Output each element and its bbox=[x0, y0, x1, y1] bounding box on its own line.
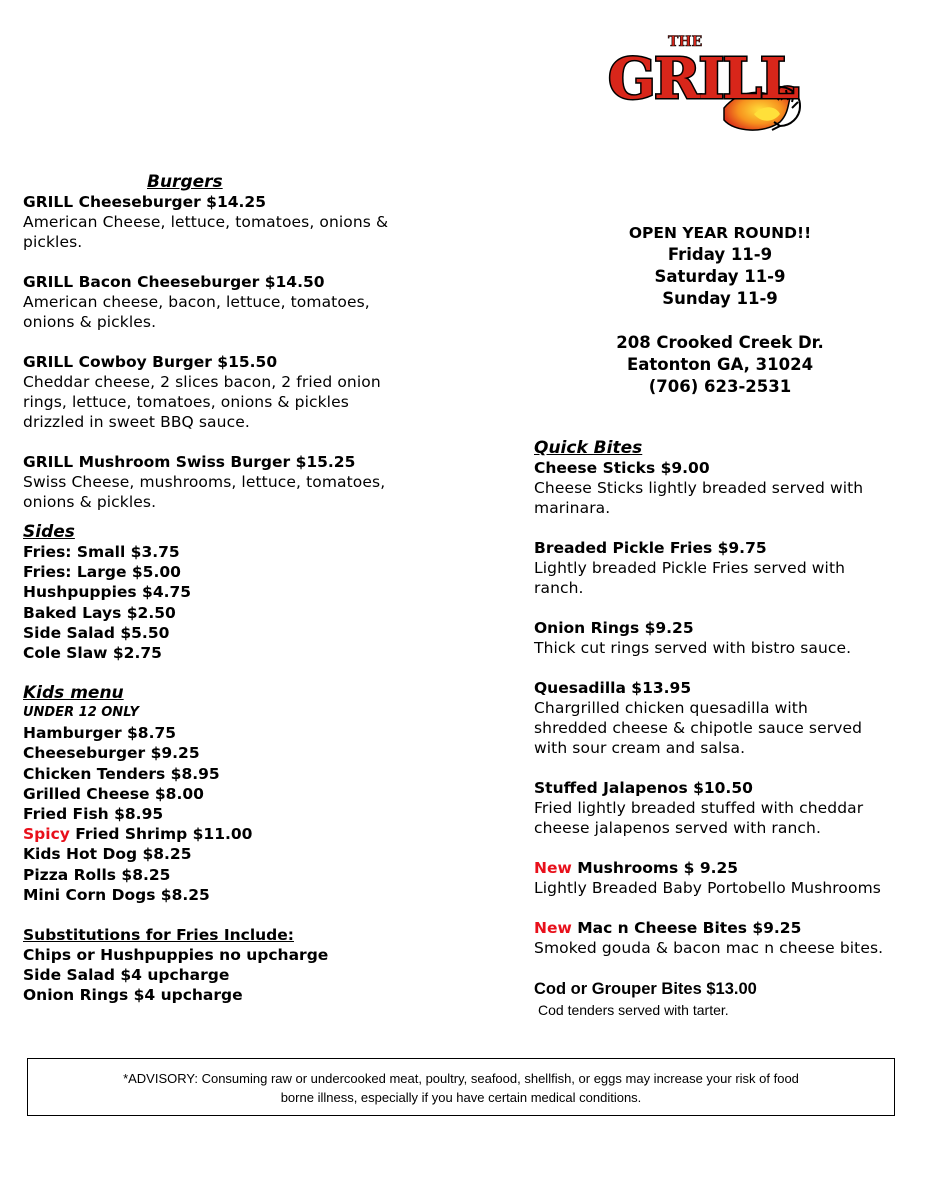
item-name: Fried Shrimp $11.00 bbox=[69, 825, 253, 844]
list-item: Fries: Large $5.00 bbox=[23, 563, 181, 582]
logo-big-text: GRILL bbox=[608, 46, 798, 112]
list-item: Fries: Small $3.75 bbox=[23, 543, 180, 561]
right-column bbox=[534, 438, 919, 1020]
new-badge: New bbox=[534, 859, 572, 877]
menu-item bbox=[534, 618, 919, 658]
list-item: Cheeseburger $9.25 bbox=[23, 744, 200, 763]
kids-menu-subtitle: UNDER 12 ONLY bbox=[23, 705, 139, 721]
advisory-line: *ADVISORY: Consuming raw or undercooked meat, poultry, seafood, shellfish, or eggs may increase your risk of food bbox=[123, 1071, 799, 1086]
list-item: Hushpuppies $4.75 bbox=[23, 583, 192, 602]
item-desc: Smoked gouda & bacon mac n cheese bites. bbox=[534, 939, 884, 957]
new-badge: New bbox=[534, 919, 572, 937]
menu-item bbox=[23, 452, 423, 512]
list-item: Baked Lays $2.50 bbox=[23, 603, 176, 622]
item-desc: Chargrilled chicken quesadilla with bbox=[534, 699, 808, 717]
item-name: Quesadilla $13.95 bbox=[534, 679, 692, 697]
list-item: Kids Hot Dog $8.25 bbox=[23, 845, 192, 864]
list-item bbox=[23, 824, 423, 844]
item-desc: Cheddar cheese, 2 slices bacon, 2 fried onion bbox=[23, 373, 381, 391]
menu-item bbox=[534, 538, 919, 598]
open-year-round: OPEN YEAR ROUND!! bbox=[628, 224, 812, 242]
menu-item bbox=[534, 858, 919, 898]
item-desc: Swiss Cheese, mushrooms, lettuce, tomatoes, bbox=[23, 473, 386, 491]
address-line: 208 Crooked Creek Dr. bbox=[616, 333, 824, 352]
sides-title: Sides bbox=[23, 522, 75, 542]
list-item: Side Salad $4 upcharge bbox=[23, 966, 230, 985]
item-desc: with sour cream and salsa. bbox=[534, 739, 746, 757]
list-item: Chicken Tenders $8.95 bbox=[23, 764, 220, 783]
list-item: Chips or Hushpuppies no upcharge bbox=[23, 946, 329, 965]
item-desc: American cheese, bacon, lettuce, tomatoes, bbox=[23, 293, 370, 311]
item-desc: Lightly breaded Pickle Fries served with bbox=[534, 559, 846, 577]
substitutions-title: Substitutions for Fries Include: bbox=[23, 926, 294, 945]
item-desc: American Cheese, lettuce, tomatoes, onions & bbox=[23, 213, 389, 231]
menu-item bbox=[534, 978, 919, 1020]
item-desc: shredded cheese & chipotle sauce served bbox=[534, 719, 863, 737]
phone-number: (706) 623-2531 bbox=[648, 377, 792, 396]
hours-line: Sunday 11-9 bbox=[662, 289, 778, 308]
item-desc: cheese jalapenos served with ranch. bbox=[534, 819, 821, 837]
burgers-title: Burgers bbox=[147, 172, 223, 192]
list-item: Cole Slaw $2.75 bbox=[23, 644, 162, 663]
hours-and-address bbox=[520, 222, 920, 398]
item-name: GRILL Cowboy Burger $15.50 bbox=[23, 353, 278, 371]
menu-item bbox=[23, 272, 423, 332]
address-line: Eatonton GA, 31024 bbox=[626, 355, 814, 374]
item-desc: Cheese Sticks lightly breaded served with bbox=[534, 479, 864, 497]
menu-item bbox=[534, 678, 919, 758]
list-item: Onion Rings $4 upcharge bbox=[23, 986, 243, 1005]
spicy-label: Spicy bbox=[23, 825, 70, 844]
item-desc: drizzled in sweet BBQ sauce. bbox=[23, 413, 250, 431]
advisory-line: borne illness, especially if you have certain medical conditions. bbox=[280, 1090, 642, 1105]
list-item: Side Salad $5.50 bbox=[23, 623, 170, 642]
hours-line: Saturday 11-9 bbox=[654, 267, 786, 286]
list-item: Mini Corn Dogs $8.25 bbox=[23, 885, 210, 904]
item-name: GRILL Cheeseburger $14.25 bbox=[23, 193, 266, 211]
item-desc: Lightly Breaded Baby Portobello Mushrooms bbox=[534, 879, 881, 897]
item-desc: onions & pickles. bbox=[23, 313, 157, 331]
item-desc: onions & pickles. bbox=[23, 493, 157, 511]
item-name: Stuffed Jalapenos $10.50 bbox=[534, 779, 753, 797]
kids-menu-title: Kids menu bbox=[23, 683, 124, 704]
menu-item bbox=[23, 192, 423, 252]
item-name: Mac n Cheese Bites $9.25 bbox=[571, 919, 802, 937]
menu-item bbox=[534, 778, 919, 838]
left-column bbox=[23, 172, 423, 1006]
list-item: Grilled Cheese $8.00 bbox=[23, 784, 204, 803]
menu-item bbox=[534, 458, 919, 518]
list-item: Fried Fish $8.95 bbox=[23, 805, 164, 824]
item-name: Mushrooms $ 9.25 bbox=[571, 859, 739, 877]
grill-logo bbox=[604, 30, 824, 138]
item-desc: marinara. bbox=[534, 499, 611, 517]
quick-bites-title: Quick Bites bbox=[534, 438, 643, 458]
item-name: GRILL Bacon Cheeseburger $14.50 bbox=[23, 273, 325, 291]
item-desc: Cod tenders served with tarter. bbox=[538, 1002, 729, 1018]
logo-small-text: THE bbox=[668, 34, 703, 50]
item-name: Breaded Pickle Fries $9.75 bbox=[534, 539, 767, 557]
item-desc: pickles. bbox=[23, 233, 83, 251]
item-name: Cod or Grouper Bites $13.00 bbox=[534, 980, 757, 998]
menu-item bbox=[534, 918, 919, 958]
menu-item bbox=[23, 352, 423, 432]
item-desc: rings, lettuce, tomatoes, onions & pickles bbox=[23, 393, 349, 411]
item-name: Onion Rings $9.25 bbox=[534, 619, 694, 637]
advisory-notice bbox=[27, 1058, 895, 1116]
hours-line: Friday 11-9 bbox=[667, 245, 773, 264]
list-item: Pizza Rolls $8.25 bbox=[23, 865, 171, 884]
item-desc: Thick cut rings served with bistro sauce. bbox=[534, 639, 852, 657]
item-name: GRILL Mushroom Swiss Burger $15.25 bbox=[23, 453, 356, 471]
item-name: Cheese Sticks $9.00 bbox=[534, 459, 710, 477]
item-desc: ranch. bbox=[534, 579, 584, 597]
item-desc: Fried lightly breaded stuffed with cheddar bbox=[534, 799, 864, 817]
list-item: Hamburger $8.75 bbox=[23, 724, 177, 743]
